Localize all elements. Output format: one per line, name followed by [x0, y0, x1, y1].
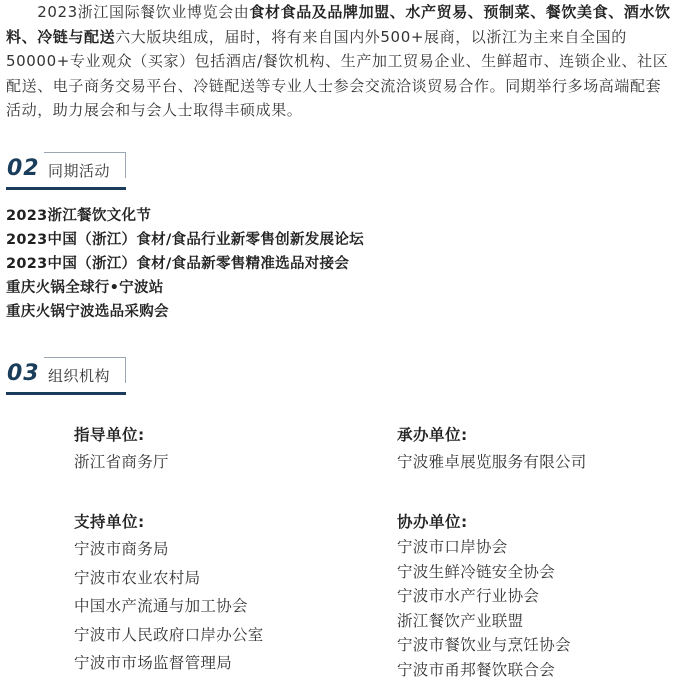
section-title: 组织机构	[48, 367, 111, 385]
list-item: 中国水产流通与加工协会	[74, 597, 248, 615]
section-number: 02	[7, 156, 40, 181]
list-item: 宁波市农业农村局	[74, 568, 201, 587]
list-item: 2023浙江餐饮文化节	[6, 208, 152, 224]
list-item: 宁波市人民政府口岸办公室	[74, 625, 264, 644]
intro-paragraph	[6, 0, 672, 123]
organizer-unit-block	[397, 422, 587, 477]
section-title: 同期活动	[48, 162, 111, 180]
heading-underline	[6, 187, 126, 190]
list-item: 浙江餐饮产业联盟	[397, 611, 524, 630]
guide-unit-block	[74, 422, 169, 477]
list-item: 宁波市甬邦餐饮联合会	[397, 660, 556, 679]
intro-text-rest: 六大版块组成，届时，将有来自国内外500+展商，以浙江为主来自全国的50000+专业观众（买家）包括酒店/餐饮机构、生产加工贸易企业、生鲜超市、连锁企业、社区配送、电子商务交易平台、冷链配送等专业人士参会交流洽谈贸易合作。同期举行多场高端配套活动，助力展会和与会人士取得丰硕成果。	[6, 27, 669, 119]
coorganizer-unit-block	[397, 509, 571, 682]
heading-frame-top	[44, 357, 126, 358]
section-heading-concurrent-events	[6, 152, 130, 192]
guide-unit-label: 指导单位:	[74, 426, 145, 444]
support-unit-block	[74, 509, 264, 678]
intro-text-start: 2023浙江国际餐饮业博览会由	[6, 3, 250, 21]
list-item: 宁波雅卓展览服务有限公司	[397, 453, 587, 471]
heading-frame-right	[125, 152, 126, 178]
coorganizer-unit-label: 协办单位:	[397, 513, 468, 531]
intro-text-highlight: 食材食品及品牌加盟、水产贸易、预制菜、餐饮美食、酒水饮料、冷链与配送	[6, 3, 671, 46]
list-item: 宁波市餐饮业与烹饪协会	[397, 636, 571, 654]
list-item: 宁波生鲜冷链安全协会	[397, 562, 556, 581]
support-unit-label: 支持单位:	[74, 513, 145, 531]
list-item: 浙江省商务厅	[74, 453, 169, 471]
list-item: 宁波市市场监督管理局	[74, 654, 233, 672]
section-heading-organization	[6, 357, 130, 397]
list-item: 重庆火锅全球行•宁波站	[6, 280, 164, 296]
list-item: 重庆火锅宁波选品采购会	[6, 304, 169, 320]
list-item: 宁波市口岸协会	[397, 538, 508, 556]
list-item: 宁波市水产行业协会	[397, 587, 540, 605]
organizer-unit-label: 承办单位:	[397, 426, 468, 444]
list-item: 2023中国（浙江）食材/食品新零售精准选品对接会	[6, 256, 350, 272]
heading-frame-right	[125, 357, 126, 383]
list-item: 宁波市商务局	[74, 540, 169, 558]
list-item: 2023中国（浙江）食材/食品行业新零售创新发展论坛	[6, 232, 364, 248]
events-list	[6, 204, 364, 324]
heading-frame-top	[44, 152, 126, 153]
heading-underline	[6, 392, 126, 395]
section-number: 03	[7, 361, 40, 386]
